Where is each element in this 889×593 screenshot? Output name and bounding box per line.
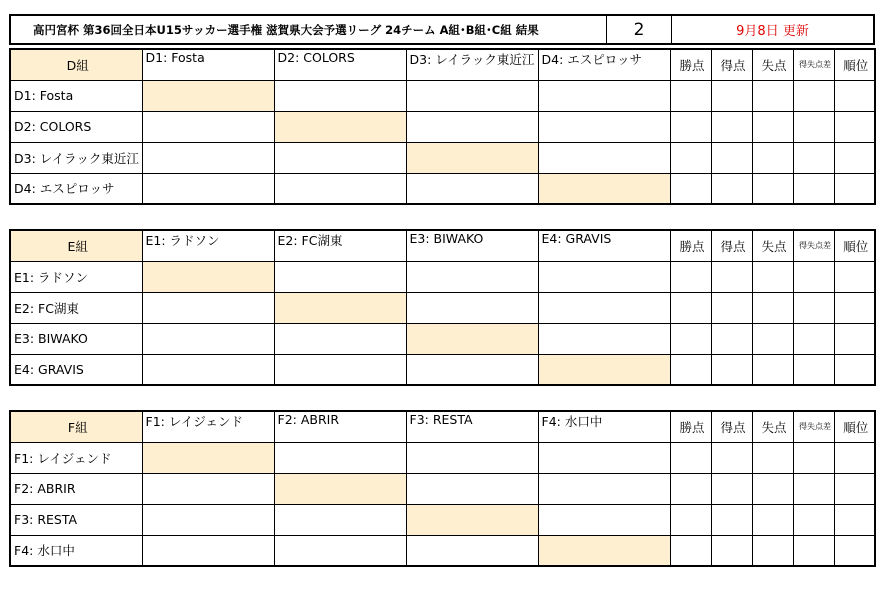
row-team-label: D1: Fosta [10, 80, 142, 111]
page-number: 2 [607, 16, 672, 43]
match-result-cell [274, 80, 406, 111]
row-team-label: E4: GRAVIS [10, 354, 142, 385]
self-match-cell [274, 292, 406, 323]
stat-cell [752, 473, 793, 504]
stat-cell [711, 111, 752, 142]
stat-cell [670, 442, 711, 473]
stat-header: 順位 [834, 49, 875, 80]
self-match-cell [274, 473, 406, 504]
column-team-header: F2: ABRIR [274, 411, 406, 442]
self-match-cell [406, 142, 538, 173]
stat-cell [670, 173, 711, 204]
group-table [9, 410, 876, 567]
match-result-cell [274, 442, 406, 473]
group-name: D組 [10, 49, 142, 80]
row-team-label: F2: ABRIR [10, 473, 142, 504]
self-match-cell [142, 261, 274, 292]
match-result-cell [142, 292, 274, 323]
stat-cell [711, 142, 752, 173]
match-result-cell [538, 473, 670, 504]
match-result-cell [538, 323, 670, 354]
stat-cell [752, 535, 793, 566]
stat-header: 勝点 [670, 49, 711, 80]
row-team-label: F3: RESTA [10, 504, 142, 535]
stat-header: 得点 [711, 411, 752, 442]
stat-cell [752, 504, 793, 535]
stat-header: 得点 [711, 49, 752, 80]
stat-header: 順位 [834, 230, 875, 261]
stat-cell [752, 442, 793, 473]
team-row [10, 323, 875, 354]
team-row [10, 442, 875, 473]
stat-cell [793, 354, 834, 385]
match-result-cell [142, 535, 274, 566]
self-match-cell [274, 111, 406, 142]
match-result-cell [406, 292, 538, 323]
team-row [10, 142, 875, 173]
stat-header: 得失点差 [793, 411, 834, 442]
stat-cell [793, 442, 834, 473]
column-team-header: E4: GRAVIS [538, 230, 670, 261]
self-match-cell [142, 442, 274, 473]
stat-cell [711, 473, 752, 504]
stat-cell [711, 535, 752, 566]
stat-cell [711, 354, 752, 385]
match-result-cell [142, 504, 274, 535]
match-result-cell [274, 535, 406, 566]
match-result-cell [406, 111, 538, 142]
self-match-cell [538, 173, 670, 204]
stat-header: 得失点差 [793, 230, 834, 261]
stat-cell [834, 535, 875, 566]
group-header-row [10, 49, 875, 80]
stat-cell [793, 142, 834, 173]
stat-header: 順位 [834, 411, 875, 442]
stat-cell [834, 442, 875, 473]
stat-cell [793, 504, 834, 535]
stat-cell [752, 292, 793, 323]
stat-cell [711, 504, 752, 535]
column-team-header: D3: レイラック東近江 [406, 49, 538, 80]
stat-header: 勝点 [670, 411, 711, 442]
row-team-label: F4: 水口中 [10, 535, 142, 566]
row-team-label: D3: レイラック東近江 [10, 142, 142, 173]
match-result-cell [142, 354, 274, 385]
group-header-row [10, 230, 875, 261]
match-result-cell [406, 261, 538, 292]
column-team-header: D1: Fosta [142, 49, 274, 80]
match-result-cell [538, 504, 670, 535]
stat-cell [793, 261, 834, 292]
stat-cell [711, 261, 752, 292]
group-header-row [10, 411, 875, 442]
stat-cell [834, 473, 875, 504]
stat-cell [752, 354, 793, 385]
stat-cell [834, 142, 875, 173]
group-name: E組 [10, 230, 142, 261]
stat-cell [793, 473, 834, 504]
match-result-cell [538, 80, 670, 111]
match-result-cell [406, 173, 538, 204]
match-result-cell [538, 142, 670, 173]
team-row [10, 354, 875, 385]
stat-cell [834, 323, 875, 354]
column-team-header: D4: エスピロッサ [538, 49, 670, 80]
stat-cell [670, 473, 711, 504]
stat-cell [752, 261, 793, 292]
team-row [10, 292, 875, 323]
stat-cell [793, 111, 834, 142]
match-result-cell [274, 323, 406, 354]
stat-header: 得点 [711, 230, 752, 261]
stat-cell [670, 292, 711, 323]
stat-cell [834, 80, 875, 111]
stat-cell [711, 292, 752, 323]
match-result-cell [142, 473, 274, 504]
row-team-label: D4: エスピロッサ [10, 173, 142, 204]
match-result-cell [274, 173, 406, 204]
match-result-cell [538, 111, 670, 142]
stat-cell [711, 323, 752, 354]
stat-cell [752, 142, 793, 173]
match-result-cell [142, 142, 274, 173]
team-row [10, 473, 875, 504]
stat-cell [670, 261, 711, 292]
team-row [10, 111, 875, 142]
row-team-label: E2: FC湖東 [10, 292, 142, 323]
stat-header: 失点 [752, 411, 793, 442]
stat-cell [834, 173, 875, 204]
row-team-label: E1: ラドソン [10, 261, 142, 292]
stat-cell [834, 261, 875, 292]
column-team-header: F1: レイジェンド [142, 411, 274, 442]
stat-cell [752, 173, 793, 204]
stat-cell [670, 142, 711, 173]
stat-cell [793, 323, 834, 354]
row-team-label: E3: BIWAKO [10, 323, 142, 354]
match-result-cell [142, 173, 274, 204]
stat-header: 得失点差 [793, 49, 834, 80]
stat-cell [752, 323, 793, 354]
self-match-cell [538, 535, 670, 566]
stat-cell [793, 173, 834, 204]
match-result-cell [406, 354, 538, 385]
stat-header: 勝点 [670, 230, 711, 261]
match-result-cell [274, 354, 406, 385]
stat-cell [670, 354, 711, 385]
stat-cell [670, 80, 711, 111]
match-result-cell [274, 142, 406, 173]
stat-cell [711, 173, 752, 204]
update-date: 9月8日 更新 [736, 24, 809, 39]
stat-cell [834, 504, 875, 535]
stat-cell [670, 504, 711, 535]
match-result-cell [538, 442, 670, 473]
match-result-cell [538, 292, 670, 323]
column-team-header: E2: FC湖東 [274, 230, 406, 261]
team-row [10, 261, 875, 292]
stat-header: 失点 [752, 230, 793, 261]
stat-cell [793, 535, 834, 566]
match-result-cell [274, 261, 406, 292]
stat-cell [834, 111, 875, 142]
sheet-header [9, 14, 875, 45]
stat-cell [670, 535, 711, 566]
match-result-cell [406, 80, 538, 111]
sheet-title: 高円宮杯 第36回全日本U15サッカー選手権 滋賀県大会予選リーグ 24チーム A組･B組･C組 結果 [11, 16, 607, 43]
stat-cell [793, 292, 834, 323]
team-row [10, 504, 875, 535]
stat-header: 失点 [752, 49, 793, 80]
column-team-header: F4: 水口中 [538, 411, 670, 442]
match-result-cell [142, 111, 274, 142]
self-match-cell [142, 80, 274, 111]
column-team-header: E3: BIWAKO [406, 230, 538, 261]
row-team-label: D2: COLORS [10, 111, 142, 142]
stat-cell [711, 80, 752, 111]
self-match-cell [406, 504, 538, 535]
team-row [10, 173, 875, 204]
column-team-header: E1: ラドソン [142, 230, 274, 261]
group-table [9, 229, 876, 386]
stat-cell [752, 80, 793, 111]
match-result-cell [538, 261, 670, 292]
column-team-header: F3: RESTA [406, 411, 538, 442]
self-match-cell [538, 354, 670, 385]
stat-cell [670, 111, 711, 142]
group-table [9, 48, 876, 205]
match-result-cell [406, 473, 538, 504]
self-match-cell [406, 323, 538, 354]
stat-cell [834, 292, 875, 323]
match-result-cell [406, 535, 538, 566]
team-row [10, 80, 875, 111]
team-row [10, 535, 875, 566]
column-team-header: D2: COLORS [274, 49, 406, 80]
stat-cell [752, 111, 793, 142]
stat-cell [793, 80, 834, 111]
stat-cell [834, 354, 875, 385]
match-result-cell [142, 323, 274, 354]
group-name: F組 [10, 411, 142, 442]
match-result-cell [406, 442, 538, 473]
stat-cell [711, 442, 752, 473]
match-result-cell [274, 504, 406, 535]
row-team-label: F1: レイジェンド [10, 442, 142, 473]
stat-cell [670, 323, 711, 354]
